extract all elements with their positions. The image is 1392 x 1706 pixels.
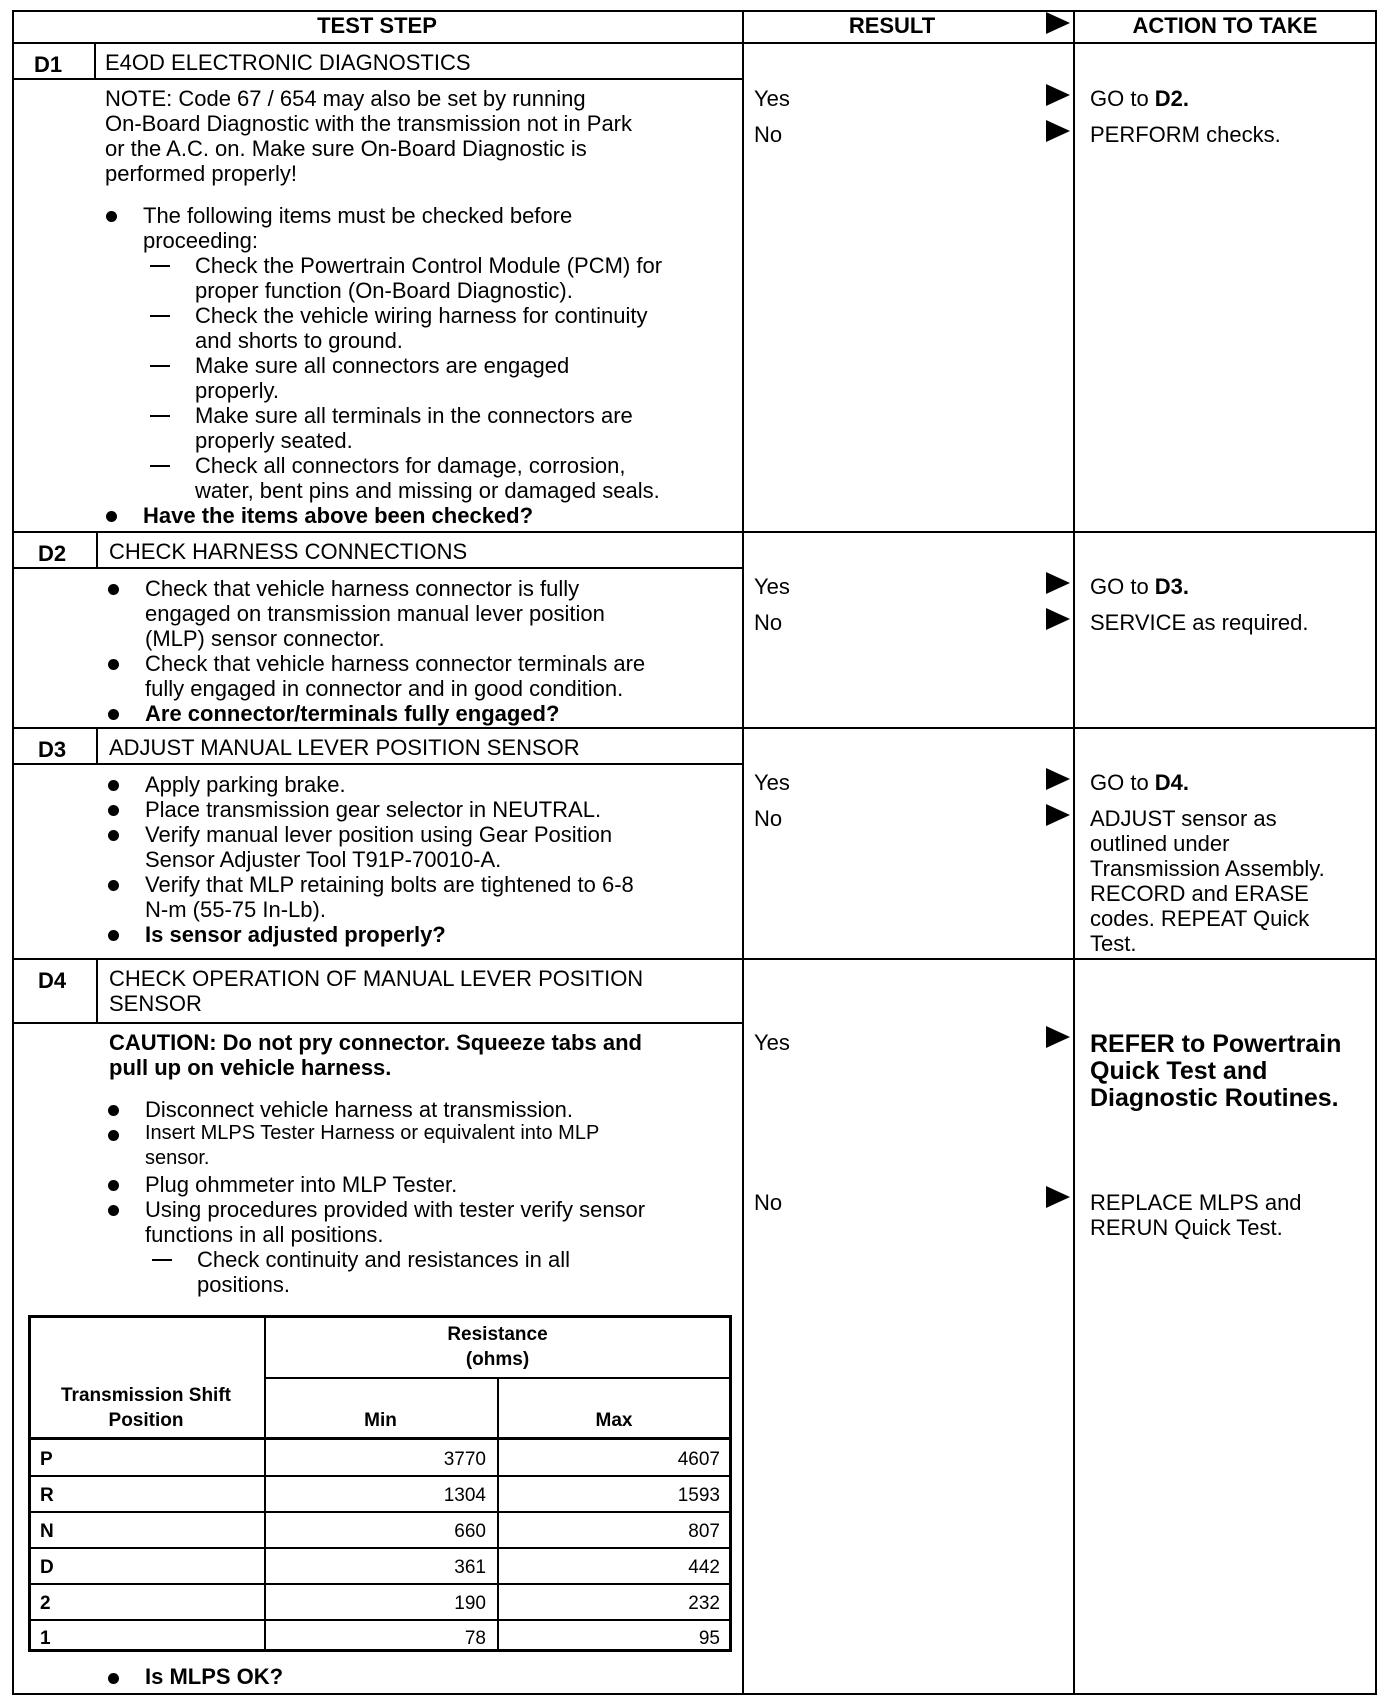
d4-question: Is MLPS OK? <box>145 1664 284 1689</box>
d3-bullet2: Place transmission gear selector in NEUTRAL. <box>145 797 602 822</box>
d1-note-line-2: On-Board Diagnostic with the transmission not in Park <box>105 111 633 136</box>
d3-action-yes: GO to D4. <box>1090 770 1190 795</box>
result-column-divider <box>742 10 744 1695</box>
d1-dash3-line-1: Make sure all connectors are engaged <box>195 353 570 378</box>
bullet-icon <box>108 1180 119 1191</box>
dash-icon <box>150 415 170 417</box>
d3-bullet4-line-1: Verify that MLP retaining bolts are tightened to 6-8 <box>145 872 634 897</box>
bullet-icon <box>108 584 119 595</box>
d3-action-no-line-2: outlined under <box>1090 831 1230 856</box>
table-resistance-bottom <box>264 1377 731 1379</box>
d3-bullet4-line-2: N-m (55-75 In-Lb). <box>145 897 326 922</box>
table-row-line <box>28 1547 731 1549</box>
dash-icon <box>152 1259 172 1261</box>
d4-action-yes-line-2: Quick Test and <box>1090 1057 1268 1085</box>
d2-result-yes: Yes <box>754 574 790 599</box>
d3-action-no-line-3: Transmission Assembly. <box>1090 856 1325 881</box>
d4-dash-line-2: positions. <box>197 1272 290 1297</box>
d4-action-yes-line-1: REFER to Powertrain <box>1090 1030 1342 1058</box>
table-row-pos: 1 <box>40 1628 51 1649</box>
d2-result-no: No <box>754 610 783 635</box>
table-header-min: Min <box>364 1410 397 1431</box>
d2-bullet1-line-3: (MLP) sensor connector. <box>145 626 385 651</box>
d1-dash4-line-2: properly seated. <box>195 428 353 453</box>
table-header-bottom <box>28 1437 731 1440</box>
d1-dash2-line-2: and shorts to ground. <box>195 328 403 353</box>
table-header-max: Max <box>595 1410 633 1431</box>
d4-title-bottom <box>12 1022 743 1024</box>
table-row-max: 1593 <box>677 1485 720 1506</box>
d1-question: Have the items above been checked? <box>143 503 534 528</box>
table-row-max: 807 <box>688 1521 720 1542</box>
d1-step-id: D1 <box>34 52 63 77</box>
d1-dash3-line-2: properly. <box>195 378 279 403</box>
d1-note-line-4: performed properly! <box>105 161 297 186</box>
table-row-max: 232 <box>688 1593 720 1614</box>
d1-dash2-line-1: Check the vehicle wiring harness for continuity <box>195 303 648 328</box>
d4-caution-line-1: CAUTION: Do not pry connector. Squeeze tabs and <box>109 1030 642 1055</box>
d4-bullet4-line-2: functions in all positions. <box>145 1222 384 1247</box>
arrow-icon <box>1046 1026 1070 1048</box>
d2-question: Are connector/terminals fully engaged? <box>145 701 560 726</box>
table-row-min: 3770 <box>443 1449 486 1470</box>
table-header-resistance-line-2: (ohms) <box>465 1349 530 1370</box>
bullet-icon <box>106 211 117 222</box>
d1-bullet1-line-2: proceeding: <box>143 228 258 253</box>
bullet-icon <box>108 709 119 720</box>
table-row-line <box>28 1475 731 1477</box>
d4-title-line-2: SENSOR <box>109 991 202 1016</box>
d1-title: E4OD ELECTRONIC DIAGNOSTICS <box>105 50 471 75</box>
d2-bullet1-line-1: Check that vehicle harness connector is fully <box>145 576 580 601</box>
d4-bullet4-line-1: Using procedures provided with tester verify sensor <box>145 1197 646 1222</box>
d3-end-line <box>12 958 1377 960</box>
d1-action-no: PERFORM checks. <box>1090 122 1281 147</box>
d4-bullet2-line-2: sensor. <box>145 1147 210 1169</box>
d3-action-no-line-4: RECORD and ERASE <box>1090 881 1309 906</box>
dash-icon <box>150 265 170 267</box>
frame-bottom <box>12 1693 1377 1695</box>
header-arrow-icon <box>1046 12 1070 34</box>
table-row-pos: N <box>40 1521 54 1542</box>
d4-action-no-line-1: REPLACE MLPS and <box>1090 1190 1302 1215</box>
d4-action-no-line-2: RERUN Quick Test. <box>1090 1215 1283 1240</box>
d3-action-no-line-6: Test. <box>1090 931 1137 956</box>
table-row-min: 78 <box>464 1628 486 1649</box>
arrow-icon <box>1046 768 1070 790</box>
frame-left <box>12 10 14 1695</box>
d2-end-line <box>12 727 1377 729</box>
d2-step-id: D2 <box>38 541 67 566</box>
dash-icon <box>150 465 170 467</box>
bullet-icon <box>108 659 119 670</box>
d2-action-yes: GO to D3. <box>1090 574 1190 599</box>
d4-bullet3: Plug ohmmeter into MLP Tester. <box>145 1172 458 1197</box>
table-row-line <box>28 1583 731 1585</box>
table-row-pos: P <box>40 1449 53 1470</box>
d4-result-yes: Yes <box>754 1030 790 1055</box>
d1-id-divider <box>94 42 96 79</box>
d2-title: CHECK HARNESS CONNECTIONS <box>109 539 468 564</box>
header-action: ACTION TO TAKE <box>1132 13 1318 38</box>
d1-note-line-3: or the A.C. on. Make sure On-Board Diagnostic is <box>105 136 587 161</box>
arrow-icon <box>1046 608 1070 630</box>
d1-title-bottom <box>12 78 743 80</box>
table-header-shift-line-1: Transmission Shift <box>61 1385 231 1406</box>
dash-icon <box>150 315 170 317</box>
action-column-divider <box>1073 10 1075 1695</box>
bullet-icon <box>108 880 119 891</box>
table-row-pos: R <box>40 1485 54 1506</box>
d4-step-id: D4 <box>38 968 67 993</box>
table-row-min: 660 <box>454 1521 486 1542</box>
d1-dash1-line-2: proper function (On-Board Diagnostic). <box>195 278 573 303</box>
dash-icon <box>150 365 170 367</box>
frame-right <box>1375 10 1377 1695</box>
d3-bullet3-line-1: Verify manual lever position using Gear Position <box>145 822 613 847</box>
d4-bullet2-line-1: Insert MLPS Tester Harness or equivalent into MLP <box>145 1122 600 1144</box>
table-row-pos: D <box>40 1557 54 1578</box>
table-row-line <box>28 1619 731 1621</box>
d1-action-yes: GO to D2. <box>1090 86 1190 111</box>
d1-dash5-line-1: Check all connectors for damage, corrosion, <box>195 453 626 478</box>
table-row-min: 1304 <box>443 1485 486 1506</box>
bullet-icon <box>108 805 119 816</box>
d3-action-no-line-5: codes. REPEAT Quick <box>1090 906 1310 931</box>
d2-bullet2-line-1: Check that vehicle harness connector terminals are <box>145 651 646 676</box>
d3-title: ADJUST MANUAL LEVER POSITION SENSOR <box>109 735 580 760</box>
bullet-icon <box>106 511 117 522</box>
d1-result-yes: Yes <box>754 86 790 111</box>
d4-bullet1: Disconnect vehicle harness at transmission. <box>145 1097 573 1122</box>
d1-dash5-line-2: water, bent pins and missing or damaged seals. <box>195 478 660 503</box>
d3-bullet3-line-2: Sensor Adjuster Tool T91P-70010-A. <box>145 847 502 872</box>
arrow-icon <box>1046 120 1070 142</box>
d2-action-no: SERVICE as required. <box>1090 610 1309 635</box>
header-result: RESULT <box>848 13 936 38</box>
d4-title-line-1: CHECK OPERATION OF MANUAL LEVER POSITION <box>109 966 644 991</box>
bullet-icon <box>108 780 119 791</box>
table-row-line <box>28 1511 731 1513</box>
arrow-icon <box>1046 1186 1070 1208</box>
d4-result-no: No <box>754 1190 783 1215</box>
d1-result-no: No <box>754 122 783 147</box>
d3-result-no: No <box>754 806 783 831</box>
frame-top <box>12 10 1377 12</box>
d2-bullet2-line-2: fully engaged in connector and in good condition. <box>145 676 624 701</box>
d3-result-yes: Yes <box>754 770 790 795</box>
header-test-step: TEST STEP <box>317 13 437 38</box>
d4-action-yes-line-3: Diagnostic Routines. <box>1090 1084 1339 1112</box>
bullet-icon <box>108 1673 119 1684</box>
d2-id-divider <box>96 531 98 568</box>
d1-end-line <box>12 531 1377 533</box>
d3-step-id: D3 <box>38 737 67 762</box>
bullet-icon <box>108 830 119 841</box>
table-header-resistance-line-1: Resistance <box>447 1324 548 1345</box>
bullet-icon <box>108 930 119 941</box>
table-row-min: 361 <box>454 1557 486 1578</box>
d4-dash-line-1: Check continuity and resistances in all <box>197 1247 570 1272</box>
table-header-shift-line-2: Position <box>108 1410 184 1431</box>
d3-action-no-line-1: ADJUST sensor as <box>1090 806 1277 831</box>
bullet-icon <box>108 1205 119 1216</box>
d1-dash1-line-1: Check the Powertrain Control Module (PCM) for <box>195 253 663 278</box>
d1-note-line-1: NOTE: Code 67 / 654 may also be set by running <box>105 86 586 111</box>
table-row-max: 95 <box>698 1628 720 1649</box>
arrow-icon <box>1046 804 1070 826</box>
bullet-icon <box>108 1130 119 1141</box>
table-row-max: 442 <box>688 1557 720 1578</box>
arrow-icon <box>1046 84 1070 106</box>
table-row-max: 4607 <box>677 1449 720 1470</box>
d3-question: Is sensor adjusted properly? <box>145 922 446 947</box>
table-row-pos: 2 <box>40 1593 51 1614</box>
d1-bullet1-line-1: The following items must be checked before <box>143 203 573 228</box>
d3-bullet1: Apply parking brake. <box>145 772 346 797</box>
d3-id-divider <box>96 727 98 764</box>
arrow-icon <box>1046 572 1070 594</box>
header-divider <box>12 42 1377 44</box>
d4-caution-line-2: pull up on vehicle harness. <box>109 1055 392 1080</box>
d4-id-divider <box>96 958 98 1023</box>
table-row-min: 190 <box>454 1593 486 1614</box>
d2-title-bottom <box>12 567 743 569</box>
bullet-icon <box>108 1105 119 1116</box>
d2-bullet1-line-2: engaged on transmission manual lever position <box>145 601 605 626</box>
d3-title-bottom <box>12 763 743 765</box>
d1-dash4-line-1: Make sure all terminals in the connectors are <box>195 403 633 428</box>
